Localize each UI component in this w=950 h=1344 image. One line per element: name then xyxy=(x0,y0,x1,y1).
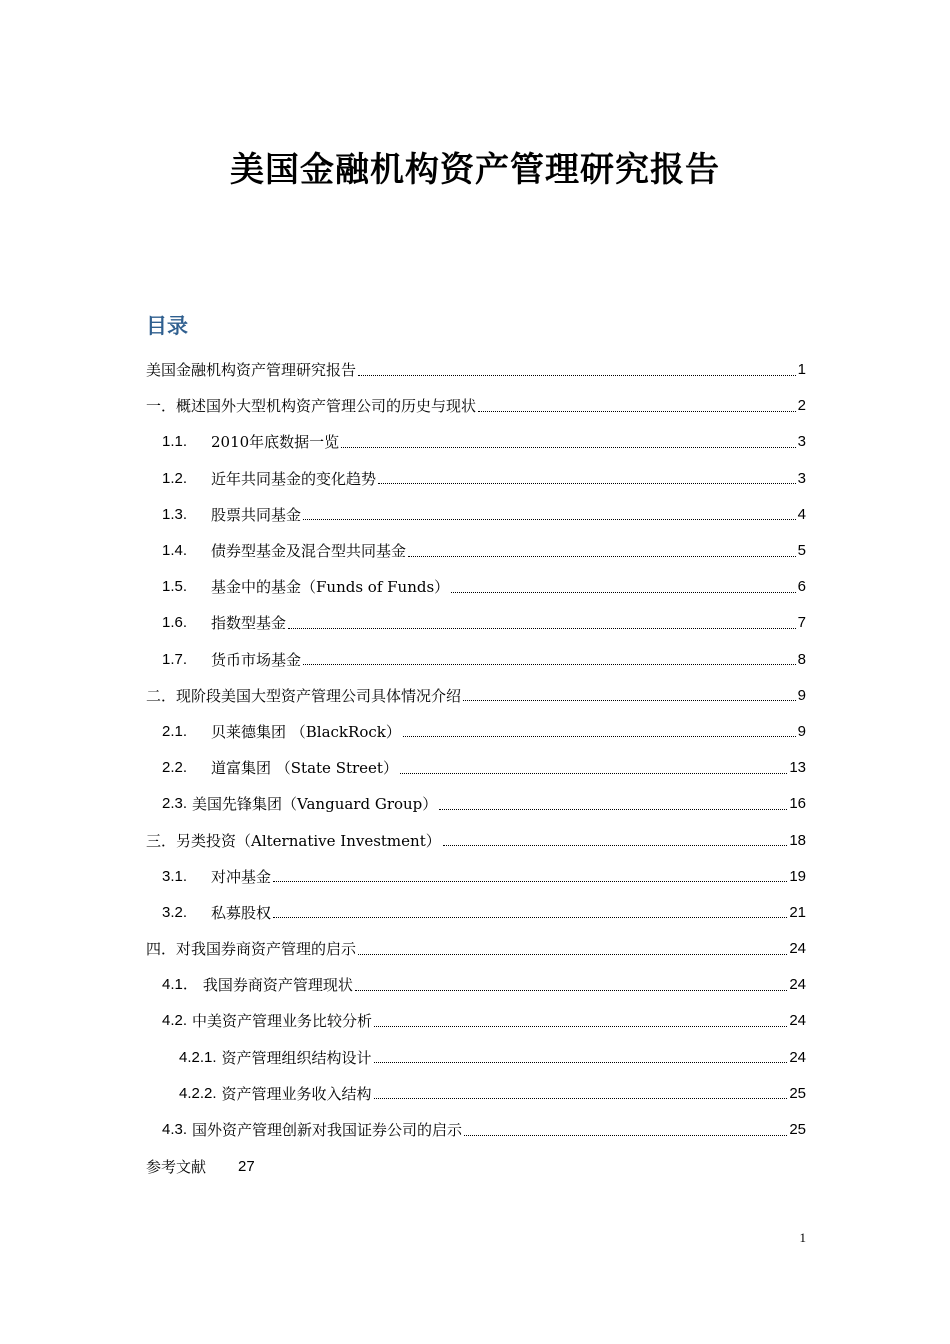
toc-entry-page: 3 xyxy=(797,469,806,487)
toc-entry-text: 贝莱德集团 （BlackRock） xyxy=(211,722,401,741)
toc-entry-chapter-3[interactable] xyxy=(146,822,806,858)
toc-entry-text: 中美资产管理业务比较分析 xyxy=(192,1012,373,1031)
toc-heading: 目录 xyxy=(146,314,188,338)
toc-entry-4-2[interactable] xyxy=(146,1003,806,1039)
toc-entry-3-1[interactable] xyxy=(146,859,806,895)
toc-entry-number: 1.3. xyxy=(162,505,188,523)
toc-entry-number: 4.2. xyxy=(162,1012,188,1030)
toc-entry-4-2-2[interactable] xyxy=(146,1076,806,1112)
toc-entry-number: 1.7. xyxy=(162,650,188,668)
toc-entry-page: 2 xyxy=(797,397,806,415)
toc-entry-page: 21 xyxy=(789,903,806,921)
toc-entry-text: 近年共同基金的变化趋势 xyxy=(211,469,377,488)
toc-dot-leader xyxy=(439,809,787,810)
toc-entry-1-4[interactable] xyxy=(146,533,806,569)
toc-entry-text: 股票共同基金 xyxy=(211,505,302,524)
toc-entry-1-6[interactable] xyxy=(146,605,806,641)
toc-entry-4-3[interactable] xyxy=(146,1112,806,1148)
toc-entry-text: 概述国外大型机构资产管理公司的历史与现状 xyxy=(176,397,477,416)
toc-entry-page: 24 xyxy=(789,1048,806,1066)
toc-entry-2-2[interactable] xyxy=(146,750,806,786)
toc-entry-number: 1.6. xyxy=(162,614,188,632)
toc-dot-leader xyxy=(273,881,787,882)
toc-dot-leader xyxy=(273,917,787,918)
toc-entry-1-1[interactable] xyxy=(146,424,806,460)
toc-entry-number: 二． xyxy=(146,686,177,705)
toc-entry-number: 2.3. xyxy=(162,795,188,813)
toc-entry-4-2-1[interactable] xyxy=(146,1040,806,1076)
toc-entry-1-2[interactable] xyxy=(146,461,806,497)
toc-entry-text: 货币市场基金 xyxy=(211,650,302,669)
toc-entry-number: 1.1. xyxy=(162,433,188,451)
toc-entry-page: 1 xyxy=(797,361,806,379)
toc-entry-page: 19 xyxy=(789,867,806,885)
toc-entry-page: 18 xyxy=(789,831,806,849)
toc-dot-leader xyxy=(303,664,796,665)
toc-entry-number: 3.1. xyxy=(162,867,188,885)
toc-entry-report-title[interactable] xyxy=(146,352,806,388)
toc-entry-text: 国外资产管理创新对我国证券公司的启示 xyxy=(192,1121,463,1140)
toc-entry-text: 美国金融机构资产管理研究报告 xyxy=(146,361,357,380)
toc-entry-number: 4.2.1. xyxy=(179,1048,217,1066)
toc-entry-page: 6 xyxy=(797,578,806,596)
toc-entry-chapter-2[interactable] xyxy=(146,678,806,714)
toc-entry-1-7[interactable] xyxy=(146,642,806,678)
toc-entry-number: 1.5. xyxy=(162,578,188,596)
document-title: 美国金融机构资产管理研究报告 xyxy=(230,150,720,190)
toc-entry-page: 3 xyxy=(797,433,806,451)
toc-dot-leader xyxy=(355,990,787,991)
toc-entry-text: 美国先锋集团（Vanguard Group） xyxy=(192,795,438,814)
toc-entry-3-2[interactable] xyxy=(146,895,806,931)
toc-dot-leader xyxy=(403,736,796,737)
toc-entry-page: 24 xyxy=(789,1012,806,1030)
toc-entry-number: 四． xyxy=(146,940,177,959)
toc-entry-text: 私募股权 xyxy=(211,903,272,922)
toc-entry-chapter-1[interactable] xyxy=(146,388,806,424)
toc-dot-leader xyxy=(478,411,796,412)
toc-entry-page: 9 xyxy=(797,686,806,704)
toc-entry-text: 对冲基金 xyxy=(211,867,272,886)
toc-entry-text: 参考文献 xyxy=(146,1157,207,1176)
toc-entry-text: 现阶段美国大型资产管理公司具体情况介绍 xyxy=(176,686,462,705)
toc-dot-leader xyxy=(341,447,795,448)
toc-entry-number: 一． xyxy=(146,397,177,416)
toc-entry-number: 3.2. xyxy=(162,903,188,921)
toc-dot-leader xyxy=(303,519,796,520)
toc-entry-number: 2.2. xyxy=(162,759,188,777)
toc-dot-leader xyxy=(374,1098,788,1099)
toc-entry-number: 1.2. xyxy=(162,469,188,487)
toc-entry-text: 基金中的基金（Funds of Funds） xyxy=(211,578,450,597)
toc-entry-1-5[interactable] xyxy=(146,569,806,605)
toc-entry-number: 4.1． xyxy=(162,976,198,994)
toc-entry-text: 指数型基金 xyxy=(211,614,287,633)
toc-entry-text: 2010年底数据一览 xyxy=(211,433,340,452)
toc-entry-page: 9 xyxy=(797,722,806,740)
toc-dot-leader xyxy=(374,1062,788,1063)
toc-entry-page: 8 xyxy=(797,650,806,668)
toc-entry-page: 13 xyxy=(789,759,806,777)
toc-dot-leader xyxy=(451,592,795,593)
toc-entry-references[interactable] xyxy=(146,1148,806,1184)
toc-entry-text: 对我国券商资产管理的启示 xyxy=(176,940,357,959)
toc-dot-leader xyxy=(378,483,796,484)
toc-dot-leader xyxy=(358,954,787,955)
toc-entry-page: 27 xyxy=(238,1157,255,1175)
toc-entry-number: 三． xyxy=(146,831,177,850)
toc-entry-page: 24 xyxy=(789,976,806,994)
toc-entry-chapter-4[interactable] xyxy=(146,931,806,967)
toc-dot-leader xyxy=(358,375,796,376)
toc-entry-number: 2.1. xyxy=(162,722,188,740)
toc-entry-text: 资产管理组织结构设计 xyxy=(221,1048,372,1067)
toc-dot-leader xyxy=(374,1026,787,1027)
toc-dot-leader xyxy=(443,845,788,846)
toc-entry-page: 16 xyxy=(789,795,806,813)
toc-entry-text: 道富集团 （State Street） xyxy=(211,759,398,778)
toc-entry-text: 我国券商资产管理现状 xyxy=(202,976,353,995)
toc-dot-leader xyxy=(400,773,787,774)
toc-entry-4-1[interactable] xyxy=(146,967,806,1003)
table-of-contents xyxy=(146,352,806,1184)
toc-dot-leader xyxy=(463,700,796,701)
toc-dot-leader xyxy=(464,1135,787,1136)
toc-entry-page: 25 xyxy=(789,1121,806,1139)
toc-entry-1-3[interactable] xyxy=(146,497,806,533)
toc-entry-number: 4.2.2. xyxy=(179,1084,217,1102)
page-number: 1 xyxy=(799,1230,806,1245)
toc-entry-page: 4 xyxy=(797,505,806,523)
toc-entry-number: 4.3. xyxy=(162,1121,188,1139)
toc-entry-number: 1.4. xyxy=(162,542,188,560)
toc-entry-2-3[interactable] xyxy=(146,786,806,822)
toc-entry-page: 5 xyxy=(797,542,806,560)
toc-entry-page: 25 xyxy=(789,1084,806,1102)
toc-dot-leader xyxy=(408,556,796,557)
toc-entry-text: 另类投资（Alternative Investment） xyxy=(176,831,441,850)
toc-dot-leader xyxy=(288,628,796,629)
toc-entry-page: 7 xyxy=(797,614,806,632)
toc-entry-text: 资产管理业务收入结构 xyxy=(221,1084,372,1103)
toc-entry-text: 债券型基金及混合型共同基金 xyxy=(211,542,407,561)
toc-entry-page: 24 xyxy=(789,940,806,958)
toc-entry-2-1[interactable] xyxy=(146,714,806,750)
